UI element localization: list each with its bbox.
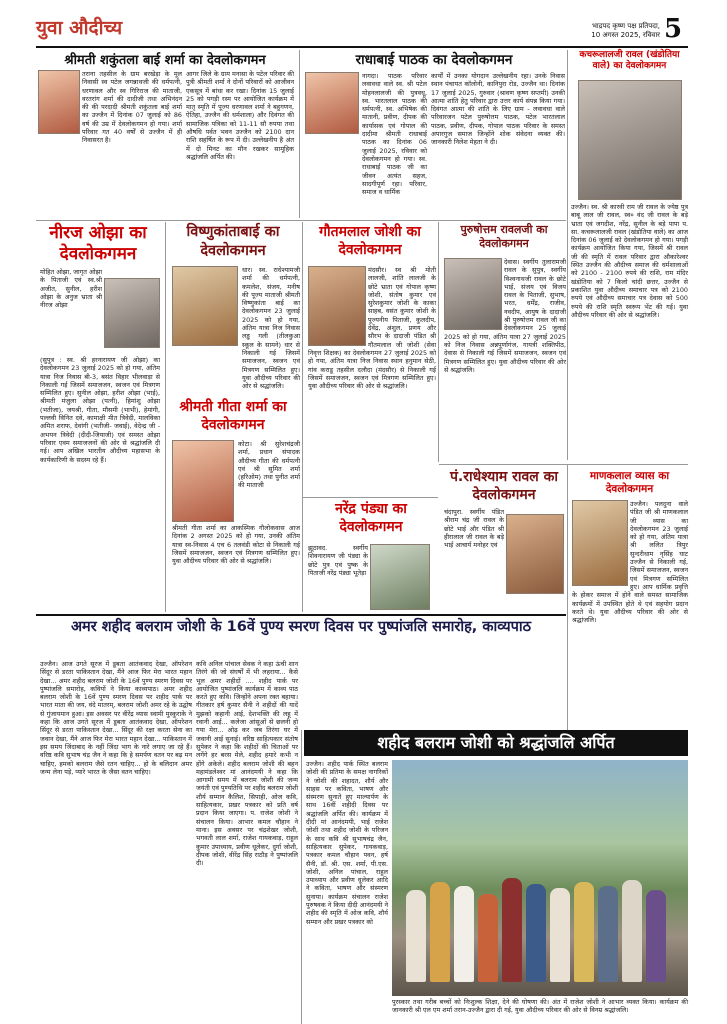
a7-text-body: मंदसौर। स्व श्री मोती लालजी, शांति लालजी के छोटे भ्राता एवं गोपाल कृष्ण जोशी, संतोष कुमार एवं सुरेशकुमार जोशी के काका साहब, वसंत कुमार जोशी के पूज्यनीय पिताजी, कुलदीप, देवेंद्र, अंशुल, प्रणय और सौरभ के दादाजी पंडित श्री गौतमलाल जी जोशी (सेवा निवृत्त शिक्षक) का देवलोकगमन 27 जुलाई 2025 को हो गया, अंतिम यात्रा निज निवास स्थान हनुमान सेठी, गांव कराडू तहसील दलौदा (मंदसौर) से निकाली गई जिसमें समाजजन, स्वजन एवं मित्रगण सम्मिलित हुए। युवा औदीच्य परिवार की ओर से श्रद्धांजलि। — [308, 266, 436, 391]
a11-text — [572, 500, 688, 754]
group-photo-caption: पुरस्कार तथा गरीब बच्चों को निःशुल्क शिक्षा, देने की घोषणा की। अंत में राजेश जोशी ने आभार व्यक्त किया। कार्यक्रम की जानकारी श्री एल एम शर्मा तरान-उज्जैन द्वारा दी गई, युवा औदीच्य परिवार की ओर से विनम्र श्रद्धांजलि। — [392, 998, 688, 1015]
a2-text-col1 — [305, 72, 427, 220]
masthead-rule — [36, 46, 688, 48]
a8-float — [444, 258, 504, 332]
masthead-brand: युवा औदीच्य — [36, 17, 123, 39]
a12-headline: अमर शहीद बलराम जोशी के 16वें पुण्य स्मरण दिवस पर पुष्पांजलि समारोह, काव्यपाठ — [70, 619, 532, 635]
a11-headline: माणकलाल व्यास का देवलोकगमन — [589, 470, 670, 495]
divider — [438, 222, 439, 462]
person-figure — [574, 882, 594, 982]
a1-text-col2: आगर जिले के ग्राम मनासा के पटेल परिवार की पुत्री श्रीमती शर्मा ने दोनों परिवारों को आजीवन एकसूत्र में बांधा कर रखा। दिनांक 15 जुलाई 25 को पगड़ी रस्म पर आयोजित कार्यक्रम में मातृ स्मृति में पूज्य धरणावल शर्मा ने बहुगणन, ऐतिहा, उज्जैन की धर्मशाला) और दिवंगत की सामाजिक पत्रिका को 11-11 सौ रुपया तथा औषधि पर्वत भवन उज्जैन को 2100 दान राशि सहर्षित के रूप में दी। उल्लेखनीय है अंत में दो मिनट का मौन रखकर सामूहिक श्रद्धांजलि अर्पित की। — [186, 70, 294, 161]
person-figure — [430, 882, 450, 982]
row-rule — [439, 464, 688, 465]
a9-headline: नरेंद्र पंड्या का देवलोकगमन — [335, 501, 407, 535]
a10-headline: पं.राधेश्याम रावल का देवलोकगमन — [449, 469, 559, 503]
a8-text-body: देवास। स्वर्गीय तुलारामजी रावल के सुपुत्र, स्वर्गीय विश्वनाथजी रावल के छोटे भाई, संजय एवं विजय रावल के पिताजी, सुभाष, भरत, धर्मेंद्र, राजीव, नवदीप, आयुष के दादाजी श्री पुरुषोत्तम रावल जी का देवलोकगमन 25 जुलाई 2025 को हो गया, अंतिम यात्रा 27 जुलाई 2025 को निज निवास अन्नपूर्णागंज, गायत्री शक्तिपीठ, देवास से निकाली गई जिसमें समाजजन, स्वजन एवं मित्रगण सम्मिलित हुए। युवा औदीच्य परिवार की ओर से श्रद्धांजलि। — [444, 258, 566, 374]
a3-portrait — [578, 80, 682, 200]
person-figure — [550, 888, 570, 982]
a7-headline: गौतमलाल जोशी का देवलोकगमन — [319, 224, 421, 258]
a5-text-body: धार। स्व. राधेश्यामजी शर्मा की धर्मपत्नी, कमलेश, संजय, मनीष की पूज्य माताजी श्रीमती विष्णुकांता बाई का देवलोकगमन 23 जुलाई 2025 को हो गया, अंतिम यात्रा निज निवास लड्ढ गली (तीलकुआ स्कूल के सामने) धार से निकाली गई जिसमें समाजजन, स्वजन एवं मित्रगण सम्मिलित हुए। युवा औदीच्य परिवार की ओर से श्रद्धांजलि। — [242, 266, 300, 391]
divider — [165, 222, 166, 612]
a2-text-col1-body: नागदा। पाठक परिवार लवावधा वाले स्व. श्री पटेल मोहनलालजी की पुत्रवधू, स्व. भारतलाल पाठक की धर्मपत्नी, स्व. अभिषेक की मातानी, प्रवीण, दीपक की कार्यासक एवं गोपाल की दादीमा श्रीमती राधाबाई पाठक का दिनांक 06 जुलाई 2025, रविवार को देवलोकगमन हो गया। स्व. राधाबाई पाठक जी का जीवन अत्यंत सहज, सादगीपूर्ण रहा। परिवार, समाज व धार्मिक — [362, 72, 427, 197]
a3-text: उज्जैन। स्व. श्री कारवी राम जी रावल के ज्येष्ठ पुत्र बाबू लाल जी रावल, स्व० वंद जी रावल के बड़े भ्राता एवं जगदीश, नरेंद्र, सुनील के बड़े पापा प. सा. कचरूलालजी रावल (खंडोतिया वाले) का आज दिनांक 06 जुलाई को देवलोकगमन हो गया। पगड़ी कार्यक्रम आयोजित किया गया, जिसमें श्री रावल जी की स्मृति में रावल परिवार द्वारा औकारेश्वर स्थित उज्जैन की औदीच्य समाज की धर्मशालाओं को 2100 - 2100 रुपये की राशि, राम मंदिर खंडोतिया को 7 किलो चांदी छत्तर, उज्जैन से प्रकाशित युवा औदीच्य समाचार पत्र को 2100 रुपये एवं औदीच्य समाचार पत्र देवास को 500 रुपये की राशि स्मृति स्वरूप भेंट की गई। युवा औदीच्य परिवार की ओर से श्रद्धांजलि। — [571, 203, 688, 319]
group-photo — [392, 760, 688, 996]
a1-headline: श्रीमती शकुंतला बाई शर्मा का देवलोकगमन — [64, 53, 266, 68]
a8-text — [444, 258, 566, 464]
a6-text — [172, 440, 300, 524]
person-figure — [406, 890, 426, 982]
a9-text: झूठावद. स्वर्गीय शिवनारायण जी पंड्या के छोटे पुत्र एवं पुष्क के पिताजी नरेंद्र पंड्या भूतेड़ा — [308, 544, 368, 577]
divider — [567, 50, 568, 460]
a4-headline: नीरज ओझा का देवलोकगमन — [49, 223, 147, 264]
a9-portrait — [370, 544, 430, 610]
person-figure — [622, 880, 642, 982]
divider — [567, 464, 568, 754]
a5-text — [172, 266, 300, 391]
a11-text-body: उज्जैन। पलदुना वाले पंडित जी श्री माणकलाल जी व्यास का देवलोकगमन 23 जुलाई को हो गया, अंतिम यात्रा श्री ललित त्रिपुर सुन्दरीधाम नृसिंह घाट उज्जैन से निकाली गई, जिसमें समाजजन, स्वजन एवं मित्रगण सम्मिलित हुए। आप धार्मिक प्रवृत्ति के होकर समाज में होने वाले समस्त सामाजिक कार्यक्रमों में उपस्थित होते थे एवं सहयोग प्रदान करते थे। युवा औदीच्य परिवार की ओर से श्रद्धांजलि। — [572, 500, 688, 625]
a2-headline: राधाबाई पाठक का देवलोकगमन — [355, 52, 513, 68]
a1-text-col1: तराना तहसील के ग्राम बरखेड़ा के मूल निवासी स्व पटेल जगन्नाथजी की धर्मपत्नी, धरणावल और स्व गिरिराज की माताजी, वरतरांग शर्मा की दादीजी तथा अभिनंदन की की परदादी श्रीमती शकुंतला बाई शर्मा का उज्जैन में दिनांक 07 जुलाई को 86 वर्ष की उम्र में देवलोकगमन हो गया। शर्मा परिवार गत 40 वर्षों से उज्जैन में ही निवासरत है। — [82, 70, 182, 145]
a6-body: श्रीमती गीता शर्मा का आकस्मिक गौलोकवास आज दिनांक 2 अगस्त 2025 को हो गया, उनकी अंतिम यात्रा स्व-निवास 4 एच 6 तलवंडी कोटा से निकाली गई जिसमें समाजजन, स्वजन एवं मित्रगण सम्मिलित हुए। युवा औदीच्य परिवार की ओर से श्रद्धांजलि। — [172, 524, 300, 566]
person-figure — [526, 884, 546, 982]
date-line-1: भाद्रपद कृष्ण पक्ष प्रतिपदा, — [591, 22, 660, 30]
row-rule — [36, 220, 566, 221]
a7-float — [308, 266, 368, 348]
a5-headline: विष्णुकांताबाई का देवलोकगमन — [186, 224, 280, 259]
a8-headline: पुरुषोत्तम रावलजी का देवलोकगमन — [460, 223, 548, 250]
row-rule — [36, 614, 566, 616]
a10-portrait — [506, 514, 564, 594]
a6-headline: श्रीमती गीता शर्मा का देवलोकगमन — [179, 399, 287, 433]
page-number: 5 — [664, 14, 683, 44]
a13-headline: शहीद बलराम जोशी को श्रद्धांजलि अर्पित — [304, 730, 688, 756]
a12-text-col2: कवि अनिल पांचाल सेवक ने कहा ऊंची शान तिरंगे की जो संघर्षों में भी लहराया... कैसे भूल अमर शहीदों .... शहीद पार्क पर आयोजित पुष्पांजलि कार्यक्रम में काव्य पाठ करते हुए कवि। जिन्होंने अपना रक्त बहाया। गीतकार हर्ष कुमार सैनी ने शहीदों की यादें मुझको कहानी आई, देशभक्ति की लहू में रवानी आई... कलेजा आंसूओं से छलनी हो गया मेरा... ओढ़ कर जब तिरंगा घर में जवानी आई सुनाई। वरिष्ठ साहित्यकार संतोष सुपेकर ने कहा कि शहीदों की चिताओं पर लगेंगे हर बरस मेले, शहीद हमारे कभी न होंगे अकेले। शहीद बलराम जोशी की बहन महामंडलेश्वर मां आनंदमयी ने कहा कि आगामी समय में बलराम जोशी की जन्म जयंती एवं पुण्यतिथि पर शहीद बलराम जोशी शौर्य सम्मान कैलिश, सिपाही, ओज कवि, साहित्यकार, प्रखर पत्रकार को प्रति वर्ष प्रदान किया जाएगा। प. राजेश जोशी ने संचालन किया। आभार कमल चौहान ने माना। इस अवसर पर चंद्रशेखर जोशी, भगवती लाल शर्मा, राजेश गायकवाड़, राहुल कुमार उपाध्याय, प्रवीण धूलेकर, दुर्गा जोशी, दीपक जोशी, वीरेंद्र सिंह राठौड़ ने पुष्पांजलि दी। — [196, 660, 298, 868]
a4-intro: मोहित ओझा, जागृत ओझा के पिताजी एवं स्व.श्री अजीत, सुनील, हरीश ओझा के अनुज भ्राता श्री नीरज ओझा — [40, 268, 102, 310]
person-figure — [502, 878, 522, 982]
masthead-date — [570, 22, 660, 40]
a11-float — [572, 500, 630, 588]
divider — [299, 50, 300, 218]
a7-text — [308, 266, 436, 498]
a13-text: उज्जैन। शहीद पार्क स्थित बलराम जोशी की प्रतिमा के समक्ष नागरिकों ने जोशी की शहादत, शौर्य और साहस पर कविता, भाषण और संस्मरण सुनाते हुए माल्यार्पण के साथ 16वीं शहीदी दिवस पर श्रद्धांजलि अर्पित की। कार्यक्रम में दीदी मां आनंदमयी, भाई राजेश जोशी तथा शहीद जोशी के परिजन के साथ कवि श्री सुभाषचंद्र जैन, साहित्यकार सुपेकर, गायकवाड़, पत्रकार कमल चौहान पवन, हर्ष सैनी, डॉ. श्री. एस. शर्मा, पी.एस. जोशी, अनिल पांचाल, राहुल उपाध्याय और प्रवीण धूलेकर आदि ने कविता, भाषण और संस्मरण सुनाया। कार्यक्रम संचालन राजेश पुरुषवक ने किया दीदी आनंदमयी ने शहीद की स्मृति में ओज कवि, शौर्य सम्मान और प्रखर पत्रकार को — [306, 760, 388, 926]
a3-headline: कचरूलालजी रावल (खंडोतिया वाले) का देवलोकगमन — [579, 50, 680, 71]
a10-text: चंदापुरा. स्वर्गीय पंडित श्रीराम चंद्र जी रावल के छोटे भाई और पंडित श्री हीरालाल जी रावल के बड़े भाई आचार्य मनोहर एवं — [444, 508, 504, 550]
a6-text-body: कोटा। श्री सुरेशचंद्रजी शर्मा, प्रधान संपादक औदीच्य गीता की धर्मपत्नी एवं श्री सुमित शर्मा (हरिओम) तथा पुनीत शर्मा की माताजी — [238, 440, 300, 490]
divider — [302, 222, 303, 612]
a1-portrait — [38, 70, 80, 134]
person-figure — [646, 890, 666, 982]
a4-portrait — [104, 278, 160, 348]
date-line-2: 10 अगस्त 2025, रविवार — [591, 31, 660, 39]
divider — [301, 730, 302, 1024]
a4-body: (सुपुत्र : स्व. श्री हरनारायण जी ओझा) का देवलोकगमन 23 जुलाई 2025 को हो गया, अंतिम यात्रा निज निवास बी-3, बसंत विहार भीलवाड़ा से निकाली गई जिसमें समाजजन, स्वजन एवं मित्रगण सम्मिलित हुए। सुनील ओझा, हरीश ओझा (भाई), श्रीमती मंजुला ओझा (पत्नी), हिमांशु ओझा (भतीजा), जयश्री, गीता, मौसमी (भाभी), हेमांगी, पल्लवी विनित दवे, कामाक्षी मीत त्रिवेदी, मालविका अमित शराफ, देवांगी (भतीजी- जवाई), वेदेन्द्र जी - अभयन त्रिवेदी (दीदी-जियाजी) एवं समस्त ओझा परिवार एवम समाजजनों की ओर से श्रद्धांजलि दी गई। आप अखिल भारतीय औदीच्य महासभा के कार्यकारिणी के सदस्य रहे हैं। — [40, 356, 160, 464]
row-rule — [303, 497, 438, 498]
person-figure — [598, 886, 618, 982]
a2-text-col2: कार्यों में उनका योगदान उल्लेखनीय रहा। उनके निवास स्थान पंचायत कॉलोनी, कानिपुरा रोड, उज्जैन था। दिनांक 17 जुलाई 2025, गुरुवार (श्रावण कृष्ण सप्तमी) उनकी आत्मा शांति हेतु परिवार द्वारा उत्तर कार्य संपन्न किया गया। दिवंगत आत्मा की शांति के लिए ग्राम - लवावधा वाले परिवारजन पटेल पुरुषोत्तम पाठक, पटेल भारतलाल पाठक, प्रवीण, दीपक, गोपाल पाठक परिवार के समस्त अपारगुज समाज जिन्होंने शोक संवेदना व्यक्त की। जानकारी निलेश मेहता ने दी। — [431, 72, 565, 147]
a12-text-col1: उज्जैन। आज उगते सूरज में डूबता आतंकवाद देखा, ऑपरेशन सिंदूर से डरता पाकिस्तान देखा, मैंने आज फिर मेरा भारत महान देखा... अमर शहीद बलराम जोशी के 16वें पुण्य स्मरण दिवस पर पुष्पांजलि समारोह, कवियों ने किया काव्यपाठ। अमर शहीद बलराम जोशी के 16वें पुण्य स्मरण दिवस पर शहीद पार्क पर भारत माता की जय, वंदे मातरम्, बलराम जोशी अमर रहे के उद्घोष से गुंजायमान हुआ। इस अवसर पर वीरेंद्र व्यास स्वामी मुस्कुराके ने कहा कि आज उगते सूरज में डूबता आतंकवाद देखा, ऑपरेशन सिंदूर से डरता पाकिस्तान देखा... सिंदूर की रक्षा करता सेना का जवान देखा, मैंने आज फिर मेरा भारत महान देखा... पाकिस्तान में इस समय जिंदाबाद के नहीं जिंदा भाग के नारे लगाए जा रहे हैं। वरिष्ठ कवि सुभाष चंद्र जैन ने कहा कि हे समर्पण वतन पर बढ़ मन चाहिए, हमको बलराम जैसे रतन चाहिए... हो के बलिदान अमर जन्म लेना पड़े, प्यारे भारत के जैसा वतन चाहिए। — [40, 660, 192, 776]
person-figure — [478, 894, 498, 982]
person-figure — [454, 886, 474, 982]
